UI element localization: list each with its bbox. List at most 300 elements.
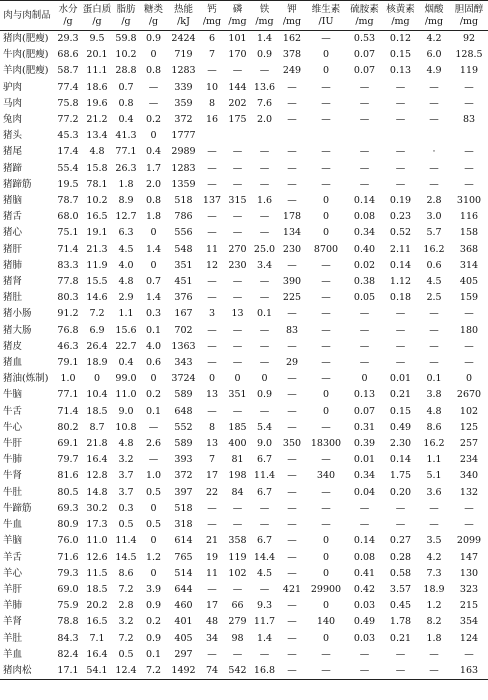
table-cell: 29900: [310, 583, 342, 595]
table-cell: 20.2: [86, 600, 108, 612]
row-label: 牛蹄筋: [3, 502, 32, 514]
row-label: 牛肺: [3, 454, 23, 466]
table-cell: —: [429, 162, 439, 174]
table-cell: —: [321, 276, 331, 288]
table-cell: 0: [465, 373, 473, 385]
table-cell: 83: [462, 114, 476, 126]
table-cell: 16.8: [253, 664, 276, 676]
table-cell: 128.5: [455, 49, 483, 61]
table-cell: 4.9: [426, 65, 442, 77]
table-cell: —: [207, 65, 217, 77]
table-cell: —: [464, 502, 474, 514]
table-cell: 58.7: [57, 65, 79, 77]
table-cell: —: [207, 648, 217, 660]
table-cell: 225: [282, 292, 302, 304]
table-cell: 0.9: [256, 49, 273, 61]
table-cell: 702: [174, 324, 193, 336]
table-cell: 215: [459, 600, 479, 612]
table-cell: —: [287, 486, 297, 498]
column-header-unit: /g: [121, 16, 131, 27]
table-cell: 0.05: [353, 292, 376, 304]
table-cell: 71.4: [57, 243, 79, 255]
table-cell: 0.53: [353, 33, 376, 44]
column-header-unit: /mg: [282, 16, 302, 27]
table-cell: 2.9: [118, 292, 134, 304]
table-cell: —: [395, 81, 406, 93]
table-cell: 0.9: [145, 600, 162, 612]
table-cell: [278, 128, 306, 144]
table-cell: —: [287, 454, 297, 466]
table-cell: 0: [150, 227, 157, 239]
table-cell: —: [287, 195, 297, 207]
table-cell: 15.6: [115, 324, 137, 336]
table-cell: 0.2: [145, 616, 162, 628]
column-header: [167, 1, 200, 31]
table-cell: 0.34: [353, 227, 376, 239]
table-cell: 0.12: [389, 33, 412, 44]
table-cell: 77.1: [115, 146, 137, 158]
table-cell: 518: [174, 195, 193, 207]
table-cell: 6: [208, 33, 216, 44]
table-cell: 16: [205, 114, 219, 126]
table-cell: 18.9: [86, 357, 108, 369]
table-cell: 11.0: [86, 535, 108, 547]
table-cell: 119: [228, 551, 247, 563]
table-cell: 0.4: [118, 357, 134, 369]
row-label: 猪油(炼制): [3, 373, 49, 385]
table-cell: 185: [228, 421, 247, 433]
table-cell: 0.5: [145, 486, 162, 498]
table-cell: 0.13: [389, 65, 412, 77]
table-cell: —: [259, 292, 270, 304]
column-header: [224, 1, 251, 31]
table-cell: 29: [285, 357, 299, 369]
table-cell: —: [207, 340, 217, 352]
table-cell: 0.5: [145, 519, 162, 531]
table-cell: —: [207, 583, 217, 595]
table-cell: 0.07: [353, 49, 376, 61]
table-cell: 16.4: [86, 648, 108, 660]
table-row: [0, 533, 488, 549]
table-cell: 13: [205, 438, 219, 450]
table-cell: —: [429, 324, 439, 336]
table-cell: 0: [322, 195, 330, 207]
table-cell: —: [321, 454, 331, 466]
table-cell: —: [287, 178, 297, 190]
table-cell: —: [359, 178, 370, 190]
table-row: [0, 420, 488, 436]
table-cell: —: [321, 259, 331, 271]
table-cell: 0: [150, 535, 157, 547]
table-cell: —: [395, 178, 406, 190]
table-cell: —: [359, 97, 370, 109]
table-cell: 0.3: [118, 502, 134, 514]
table-cell: 81.6: [57, 470, 79, 482]
table-cell: 102: [228, 567, 247, 579]
row-label: 牛舌: [3, 405, 23, 417]
table-cell: 3100: [456, 195, 482, 207]
table-cell: 69.0: [57, 583, 79, 595]
table-cell: —: [259, 227, 270, 239]
table-cell: 84: [231, 486, 244, 498]
table-cell: —: [359, 519, 370, 531]
table-cell: —: [287, 535, 297, 547]
table-cell: 8.2: [426, 616, 442, 628]
table-cell: —: [148, 421, 159, 433]
table-cell: 0.14: [389, 454, 412, 466]
table-cell: —: [232, 146, 243, 158]
table-cell: —: [287, 567, 297, 579]
table-cell: 12.6: [86, 551, 108, 563]
table-cell: 144: [228, 81, 247, 93]
table-cell: 397: [174, 486, 193, 498]
table-cell: 78.8: [57, 616, 79, 628]
table-cell: —: [464, 146, 474, 158]
table-cell: 16.2: [423, 438, 445, 450]
table-cell: 0.34: [353, 470, 376, 482]
table-cell: —: [259, 162, 270, 174]
table-cell: —: [321, 33, 331, 44]
table-cell: 0.03: [353, 600, 376, 612]
table-cell: —: [232, 292, 243, 304]
table-cell: 77.4: [57, 81, 79, 93]
column-header-label: 烟酸: [424, 4, 444, 15]
table-cell: 4.8: [89, 146, 105, 158]
table-cell: 20.1: [86, 49, 108, 61]
table-cell: —: [321, 324, 331, 336]
table-cell: —: [321, 373, 331, 385]
table-cell: 80.3: [57, 292, 79, 304]
table-cell: —: [395, 97, 406, 109]
row-label: 猪头: [3, 130, 23, 142]
table-cell: —: [259, 324, 270, 336]
table-cell: 1283: [171, 162, 196, 174]
table-cell: 0.42: [353, 583, 376, 595]
row-label: 驴肉: [3, 81, 23, 93]
table-cell: 1.2: [426, 600, 442, 612]
table-cell: 234: [459, 454, 479, 466]
table-cell: 6.9: [89, 324, 105, 336]
table-cell: 34: [205, 632, 219, 644]
table-cell: 2.0: [145, 178, 162, 190]
row-label: 牛脑: [3, 389, 23, 401]
row-label: 猪肉(肥瘦): [3, 33, 49, 44]
table-cell: 3.5: [426, 535, 442, 547]
table-cell: 556: [174, 227, 193, 239]
table-cell: 7: [208, 454, 216, 466]
table-cell: 0.2: [145, 389, 162, 401]
table-cell: 0.03: [353, 632, 376, 644]
column-header: [200, 1, 224, 31]
table-cell: —: [464, 308, 474, 320]
table-cell: 11: [205, 567, 219, 579]
table-cell: —: [464, 340, 474, 352]
table-cell: 10.2: [115, 49, 137, 61]
row-label: 猪心: [3, 227, 23, 239]
table-cell: 0.08: [353, 211, 376, 223]
table-cell: 0.45: [389, 600, 412, 612]
table-cell: —: [148, 81, 159, 93]
table-cell: 4.2: [426, 551, 442, 563]
table-cell: 1.75: [389, 470, 412, 482]
table-cell: 405: [174, 632, 193, 644]
table-row: [0, 63, 488, 79]
table-cell: 158: [459, 227, 479, 239]
table-cell: [346, 128, 383, 144]
row-label: 牛血: [3, 519, 23, 531]
table-cell: —: [359, 648, 370, 660]
table-cell: 11: [205, 243, 219, 255]
column-header-unit: /g: [148, 16, 159, 27]
table-cell: 0.07: [353, 65, 376, 77]
column-header-unit: /mg: [391, 16, 410, 27]
table-cell: 14.6: [86, 292, 108, 304]
table-cell: 75.1: [57, 227, 79, 239]
row-label: 牛肚: [3, 486, 23, 498]
table-cell: 54.1: [86, 664, 108, 676]
table-cell: [450, 128, 488, 144]
table-cell: [306, 128, 346, 144]
table-cell: 80.2: [57, 421, 79, 433]
table-cell: 0.23: [389, 211, 412, 223]
table-cell: —: [259, 648, 270, 660]
table-cell: 4.0: [145, 340, 162, 352]
table-cell: 101: [228, 33, 247, 44]
table-cell: 4.8: [118, 438, 134, 450]
table-row: [0, 566, 488, 582]
table-cell: 119: [459, 65, 479, 77]
table-cell: —: [321, 648, 331, 660]
table-cell: —: [259, 211, 270, 223]
table-cell: 9.0: [256, 438, 273, 450]
table-cell: 1363: [171, 340, 196, 352]
table-cell: 8: [208, 421, 216, 433]
table-cell: —: [395, 664, 406, 676]
table-cell: 7.2: [118, 632, 134, 644]
table-cell: 3.4: [256, 259, 273, 271]
column-header: [346, 1, 383, 31]
row-label: 猪蹄: [3, 162, 23, 174]
table-cell: 13: [231, 308, 244, 320]
table-cell: 25.0: [253, 243, 276, 255]
table-cell: 230: [228, 259, 247, 271]
table-cell: —: [429, 519, 439, 531]
table-cell: —: [429, 502, 439, 514]
table-cell: 68.0: [57, 211, 79, 223]
table-cell: 116: [459, 211, 479, 223]
table-cell: 1777: [171, 130, 196, 142]
row-label: 羊舌: [3, 551, 23, 563]
table-cell: 8.6: [426, 421, 442, 433]
table-cell: 12.8: [86, 470, 108, 482]
table-cell: [224, 128, 251, 144]
table-cell: —: [429, 81, 439, 93]
table-cell: 99.0: [115, 373, 137, 385]
table-cell: —: [232, 178, 243, 190]
table-cell: 0.2: [145, 114, 162, 126]
table-cell: 48: [205, 616, 219, 628]
table-row: [0, 225, 488, 241]
header-row: [0, 1, 488, 31]
table-cell: 0: [93, 373, 101, 385]
table-cell: 0.20: [389, 486, 412, 498]
table-cell: 80.5: [57, 486, 79, 498]
table-cell: 0: [261, 373, 268, 385]
table-cell: —: [429, 340, 439, 352]
table-cell: —: [207, 357, 217, 369]
table-cell: —: [287, 600, 297, 612]
table-cell: —: [232, 340, 243, 352]
table-cell: 340: [459, 470, 479, 482]
table-cell: —: [232, 276, 243, 288]
table-cell: 3.2: [118, 454, 134, 466]
table-cell: 376: [174, 292, 193, 304]
table-cell: 786: [174, 211, 193, 223]
table-cell: 17.4: [57, 146, 79, 158]
table-cell: —: [232, 357, 243, 369]
table-cell: 74: [205, 664, 219, 676]
table-row: [0, 258, 488, 274]
table-cell: 339: [174, 81, 193, 93]
column-header: [306, 1, 346, 31]
row-label: 羊肉(肥瘦): [3, 65, 49, 77]
table-cell: 451: [174, 276, 193, 288]
table-cell: 0.5: [118, 519, 134, 531]
table-cell: 26.3: [115, 162, 137, 174]
table-cell: 0.7: [118, 81, 134, 93]
table-cell: 1.0: [60, 373, 76, 385]
table-cell: 10.2: [86, 195, 108, 207]
table-cell: —: [429, 648, 439, 660]
table-cell: 147: [459, 551, 479, 563]
table-cell: —: [287, 373, 297, 385]
table-cell: 11.1: [86, 65, 108, 77]
row-label: 猪舌: [3, 211, 23, 223]
column-header-unit: /mg: [255, 16, 274, 27]
table-cell: —: [395, 648, 406, 660]
column-header: [383, 1, 418, 31]
table-cell: 270: [228, 243, 247, 255]
table-cell: —: [395, 146, 406, 158]
table-cell: 1359: [171, 178, 196, 190]
table-cell: 552: [174, 421, 193, 433]
row-label: 猪血: [3, 357, 23, 369]
table-cell: 12.7: [115, 211, 137, 223]
table-cell: 0.40: [353, 243, 376, 255]
table-cell: 0.14: [353, 535, 376, 547]
table-cell: —: [359, 81, 370, 93]
table-cell: 10.4: [86, 389, 108, 401]
table-cell: —: [321, 519, 331, 531]
table-cell: 2.0: [256, 114, 273, 126]
row-label: 猪肚: [3, 292, 23, 304]
row-label: 羊心: [3, 567, 23, 579]
table-cell: 400: [228, 438, 247, 450]
table-cell: 7.1: [89, 632, 105, 644]
table-cell: —: [287, 146, 297, 158]
table-cell: —: [321, 81, 331, 93]
table-cell: —: [287, 664, 297, 676]
table-cell: —: [321, 486, 331, 498]
table-cell: —: [207, 324, 217, 336]
column-header-unit: /mg: [424, 16, 444, 27]
table-cell: —: [259, 502, 270, 514]
table-cell: 19.5: [57, 178, 79, 190]
table-cell: 1.1: [426, 454, 442, 466]
table-cell: 7.2: [89, 308, 105, 320]
table-cell: —: [207, 405, 217, 417]
table-cell: —: [207, 227, 217, 239]
table-cell: 393: [174, 454, 193, 466]
table-cell: 0.01: [353, 454, 376, 466]
table-cell: 390: [282, 276, 302, 288]
table-cell: —: [259, 583, 270, 595]
column-header-unit: /kJ: [177, 16, 190, 27]
table-cell: 358: [228, 535, 247, 547]
table-cell: 11.5: [86, 567, 108, 579]
table-cell: 1.78: [389, 616, 412, 628]
table-cell: 19.6: [86, 97, 108, 109]
table-cell: 0.02: [353, 259, 376, 271]
table-cell: —: [207, 519, 217, 531]
table-cell: —: [321, 178, 331, 190]
row-label: 猪尾: [3, 146, 23, 158]
table-cell: 140: [316, 616, 336, 628]
table-cell: 0: [150, 259, 157, 271]
column-header-label: 糖类: [143, 4, 163, 15]
table-cell: 1283: [171, 65, 196, 77]
table-cell: 79.7: [57, 454, 79, 466]
table-row: [0, 355, 488, 371]
column-header-unit: /mg: [202, 16, 222, 27]
table-cell: 0.6: [426, 259, 442, 271]
table-cell: —: [359, 308, 370, 320]
table-cell: ·: [432, 146, 436, 158]
column-header: [82, 1, 112, 31]
table-row: [0, 193, 488, 209]
table-cell: —: [287, 502, 297, 514]
table-cell: —: [321, 340, 331, 352]
table-cell: 162: [282, 33, 302, 44]
table-cell: 9.5: [89, 33, 105, 44]
table-cell: 16.2: [423, 243, 445, 255]
table-cell: 132: [459, 486, 479, 498]
table-cell: —: [464, 81, 474, 93]
row-label: 羊血: [3, 648, 23, 660]
table-cell: 15.5: [86, 276, 108, 288]
table-cell: 0.28: [389, 551, 412, 563]
table-cell: 6.0: [426, 49, 442, 61]
row-label: 猪大肠: [3, 324, 32, 336]
table-cell: 0.49: [353, 616, 376, 628]
table-cell: 765: [174, 551, 193, 563]
table-row: [0, 112, 488, 128]
table-cell: 10: [205, 81, 219, 93]
table-cell: —: [259, 405, 270, 417]
table-cell: 350: [282, 438, 302, 450]
table-cell: —: [321, 146, 331, 158]
table-cell: 77.8: [57, 276, 79, 288]
column-header-label: 胆固醇: [454, 4, 484, 15]
table-cell: —: [464, 519, 474, 531]
table-row: [0, 582, 488, 598]
table-cell: 368: [459, 243, 479, 255]
table-row: [0, 306, 488, 322]
table-cell: 0.58: [389, 567, 412, 579]
table-cell: 0: [322, 389, 330, 401]
table-cell: —: [287, 551, 297, 563]
table-cell: —: [259, 178, 270, 190]
